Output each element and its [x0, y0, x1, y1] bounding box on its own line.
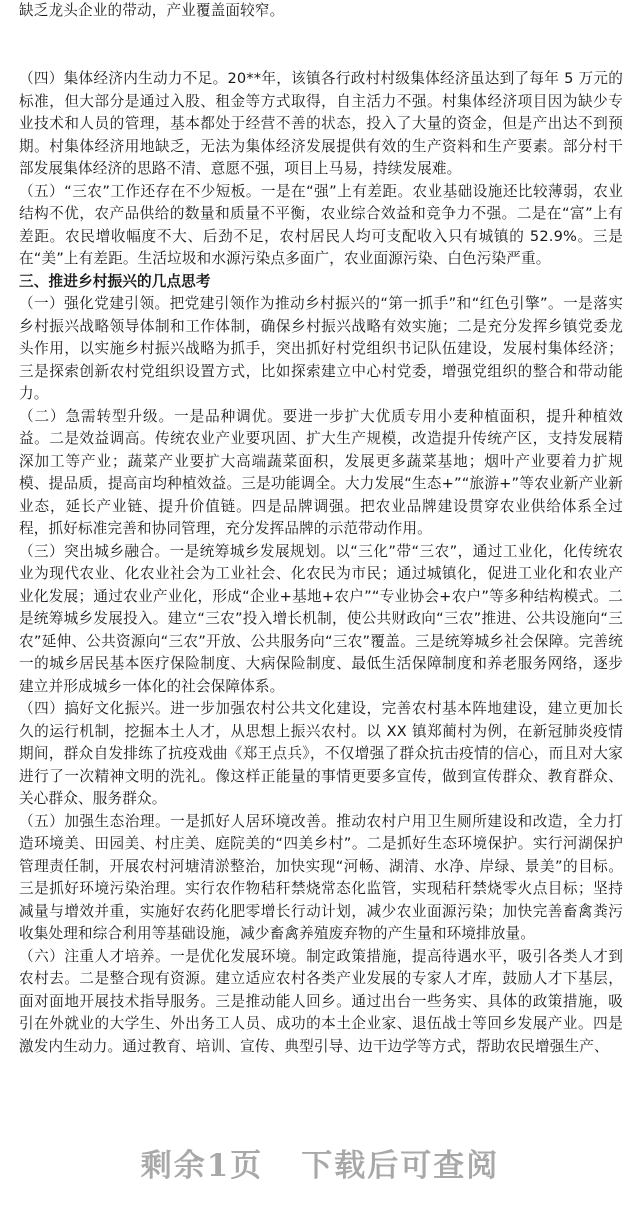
paragraph: （三）突出城乡融合。一是统筹城乡发展规划。以“三化”带“三农”，通过工业化，化传统农业为现代农业、化农业社会为工业社会、化农民为市民；通过城镇化，促进工业化和农业产业化发展；通过农业产业化，形成“企业+基地+农户”“专业协会+农户”等多种结构模式。二是统筹城乡发展投入。建立“三农”投入增长机制，使公共财政向“三农”推进、公共设施向“三农”延伸、公共资源向“三农”开放、公共服务向“三农”覆盖。三是统筹城乡社会保障。完善统一的城乡居民基本医疗保险制度、大病保险制度、最低生活保障制度和养老服务网络，逐步建立并形成城乡一体化的社会保障体系。: [19, 542, 623, 695]
section-heading: 三、推进乡村振兴的几点思考: [19, 272, 211, 290]
paragraph: （四）集体经济内生动力不足。20**年，该镇各行政村村级集体经济虽达到了每年 5 万元的标准，但大部分是通过入股、租金等方式取得，自主活力不强。村集体经济项目因为缺少专业技术和人员的管理，基本都处于经营不善的状态，投入了大量的资金，但是产出达不到预期。村集体经济用地缺乏，无法为集体经济发展提供有效的生产资料和生产要素。部分村干部发展集体经济的思路不清、意愿不强，项目上马易，持续发展难。: [19, 70, 623, 177]
paragraph: （五）“三农”工作还存在不少短板。一是在“强”上有差距。农业基础设施还比较薄弱，农业结构不优，农产品供给的数量和质量不平衡，农业综合效益和竞争力不强。二是在“富”上有差距。农民增收幅度不大、后劲不足，农村居民人均可支配收入只有城镇的 52.9%。三是在“美”上有差距。生活垃圾和水源污染点多面广，农业面源污染、白色污染严重。: [19, 182, 623, 267]
paragraph: （六）注重人才培养。一是优化发展环境。制定政策措施，提高待遇水平，吸引各类人才到农村去。二是整合现有资源。建立适应农村各类产业发展的专家人才库，鼓励人才下基层，面对面地开展技术指导服务。三是推动能人回乡。通过出台一些务实、具体的政策措施，吸引在外就业的大学生、外出务工人员、成功的本土企业家、退伍战士等回乡发展产业。四是激发内生动力。通过教育、培训、宣传、典型引导、边干边学等方式，帮助农民增强生产、: [19, 947, 623, 1055]
download-prompt[interactable]: [0, 1140, 640, 1185]
download-to-read-label: 下载后可查阅: [301, 1148, 500, 1184]
remaining-pages-label: 剩余1页: [140, 1148, 264, 1184]
paragraph: （一）强化党建引领。把党建引领作为推动乡村振兴的“第一抓手”和“红色引擎”。一是落实乡村振兴战略领导体制和工作体制，确保乡村振兴战略有效实施；二是充分发挥乡镇党委龙头作用，以实施乡村振兴战略为抓手，突出抓好村党组织书记队伍建设，发展村集体经济；三是探索创新农村党组织设置方式，比如探索建立中心村党委，增强党组织的整合和带动能力。: [19, 295, 623, 402]
paragraph: （五）加强生态治理。一是抓好人居环境改善。推动农村户用卫生厕所建设和改造，全力打造环境美、田园美、村庄美、庭院美的“四美乡村”。二是抓好生态环境保护。实行河湖保护管理责任制，开展农村河塘清淤整治，加快实现“河畅、湖清、水净、岸绿、景美”的目标。三是抓好环境污染治理。实行农作物秸秆禁烧常态化监管，实现秸秆禁烧零火点目标；坚持减量与增效并重，实施好农药化肥零增长行动计划，减少农业面源污染；加快完善畜禽粪污收集处理和综合利用等基础设施，减少畜禽养殖废弃物的产生量和环境排放量。: [19, 812, 623, 942]
paragraph: （四）搞好文化振兴。进一步加强农村公共文化建设，完善农村基本阵地建设，建立更加长久的运行机制，挖掘本土人才，从思想上振兴农村。以 XX 镇郑蔺村为例，在新冠肺炎疫情期间，群众自发排练了抗疫戏曲《郑王点兵》，不仅增强了群众抗击疫情的信心，而且对大家进行了一次精神文明的洗礼。像这样正能量的事情更要多宣传，做到宣传群众、教育群众、关心群众、服务群众。: [19, 700, 623, 807]
document-body: [19, 68, 623, 1058]
paragraph-fragment: 缺乏龙头企业的带动，产业覆盖面较窄。: [19, 2, 285, 19]
paragraph: （二）急需转型升级。一是品种调优。要进一步扩大优质专用小麦种植面积，提升种植效益。二是效益调高。传统农业产业要巩固、扩大生产规模，改造提升传统产区，支持发展精深加工等产业；蔬菜产业要扩大高端蔬菜面积，发展更多蔬菜基地；烟叶产业要着力扩规模、提品质，提高亩均种植效益。三是功能调全。大力发展“生态+”“旅游+”等农业新产业新业态，延长产业链、提升价值链。四是品牌调强。把农业品牌建设贯穿农业供给体系全过程，抓好标准完善和协同管理，充分发挥品牌的示范带动作用。: [19, 407, 623, 537]
